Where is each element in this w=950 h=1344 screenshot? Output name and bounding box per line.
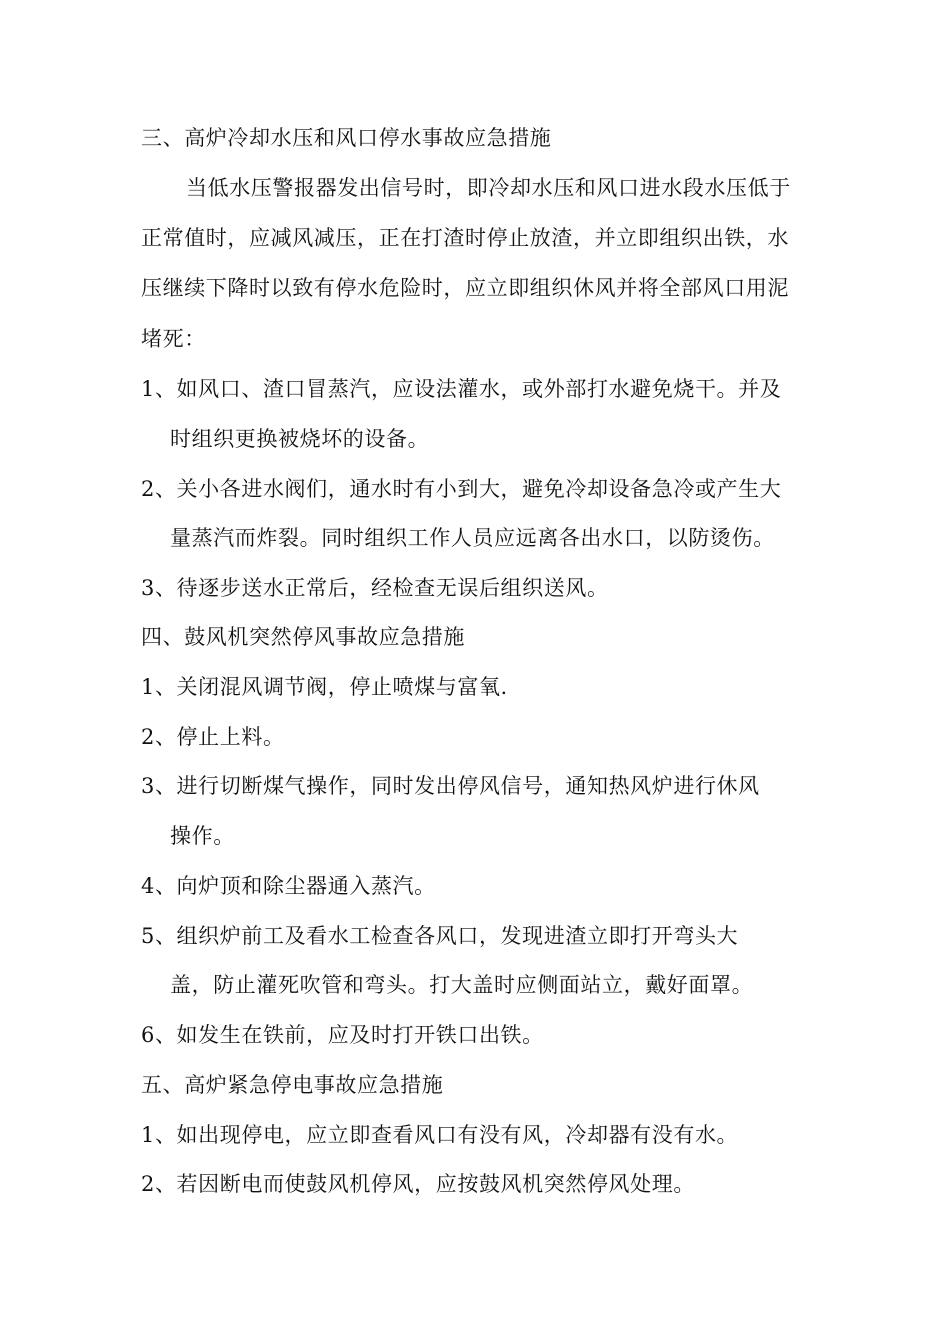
list-item-5-1: 1、如出现停电，应立即查看风口有没有风，冷却器有没有水。 [141,1123,739,1147]
section-heading-4: 四、鼓风机突然停风事故应急措施 [141,625,465,649]
list-item-4-5: 5、组织炉前工及看水工检查各风口，发现进渣立即打开弯头大 [141,924,739,948]
list-item-4-5-cont: 盖，防止灌死吹管和弯头。打大盖时应侧面站立，戴好面罩。 [170,973,754,997]
list-item-3-1: 1、如风口、渣口冒蒸汽，应设法灌水，或外部打水避免烧干。并及 [141,377,782,401]
list-item-4-1: 1、关闭混风调节阀，停止喷煤与富氧. [141,675,508,699]
list-item-3-2: 2、关小各进水阀们，通水时有小到大，避免冷却设备急冷或产生大 [141,477,782,501]
list-item-5-2: 2、若因断电而使鼓风机停风，应按鼓风机突然停风处理。 [141,1172,695,1196]
list-item-4-6: 6、如发生在铁前，应及时打开铁口出铁。 [141,1023,544,1047]
list-item-4-4: 4、向炉顶和除尘器通入蒸汽。 [141,874,436,898]
list-item-4-3: 3、进行切断煤气操作，同时发出停风信号，通知热风炉进行休风 [141,774,760,798]
paragraph-line-2: 正常值时，应减风减压，正在打渣时停止放渣，并立即组织出铁，水 [141,226,789,250]
list-item-4-3-cont: 操作。 [170,824,235,848]
list-item-3-1-cont: 时组织更换被烧坏的设备。 [170,427,430,451]
section-heading-3: 三、高炉冷却水压和风口停水事故应急措施 [141,126,552,150]
list-item-4-2: 2、停止上料。 [141,725,285,749]
paragraph-line-3: 压继续下降时以致有停水危险时，应立即组织休风并将全部风口用泥 [141,276,789,300]
section-heading-5: 五、高炉紧急停电事故应急措施 [141,1073,444,1097]
list-item-3-3: 3、待逐步送水正常后，经检查无误后组织送风。 [141,576,609,600]
list-item-3-2-cont: 量蒸汽而炸裂。同时组织工作人员应远离各出水口，以防烫伤。 [170,526,775,550]
paragraph-line-1: 当低水压警报器发出信号时，即冷却水压和风口进水段水压低于 [186,176,791,200]
paragraph-line-4: 堵死： [141,327,206,351]
